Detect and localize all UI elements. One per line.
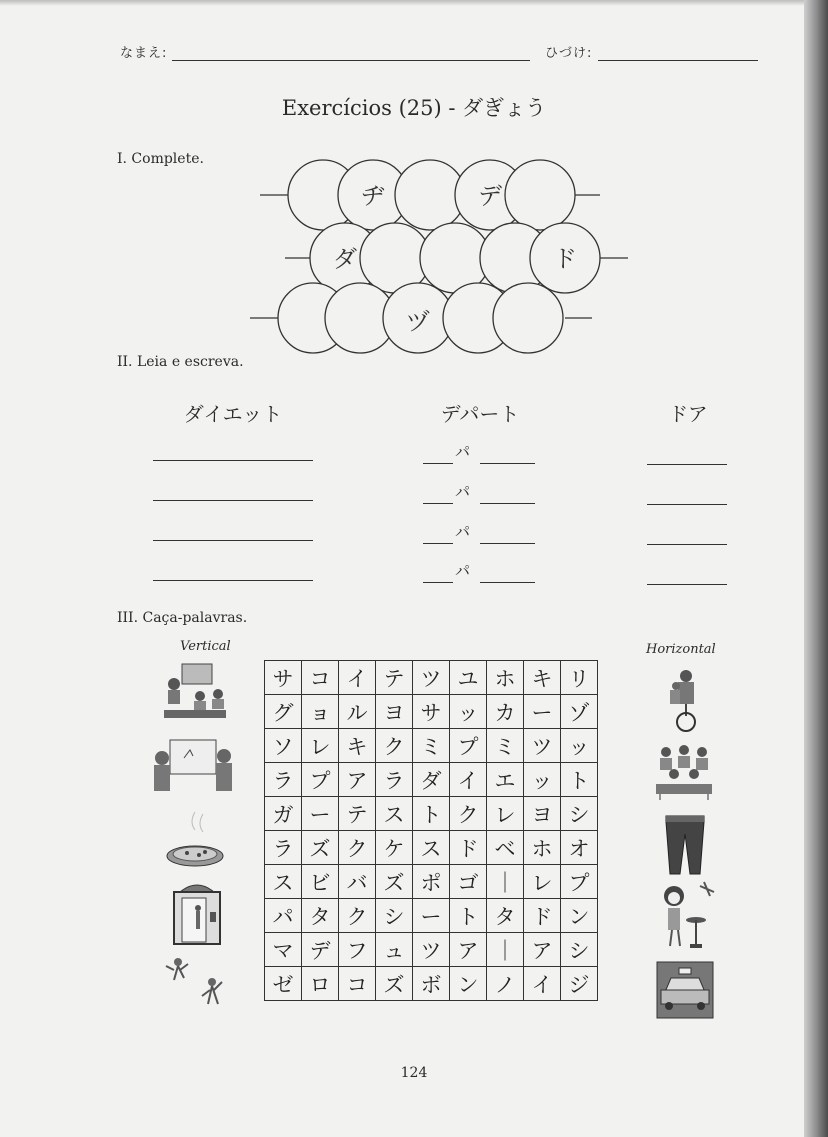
name-label: なまえ: [120,46,168,61]
grid-cell[interactable]: デ [302,933,339,967]
grid-cell[interactable]: パ [265,899,302,933]
grid-cell[interactable]: グ [265,695,302,729]
write-line-depaato-3a [423,543,453,544]
grid-cell[interactable]: ボ [413,967,450,1001]
circle-kana-da: ダ [333,245,357,273]
hint-pa-2: パ [455,483,471,501]
taxi-picture [655,960,715,1020]
pants-picture [660,812,710,876]
write-line-diet-2 [153,500,313,501]
students-desks-picture [652,740,716,802]
grid-cell[interactable]: ジ [561,967,598,1001]
grid-cell[interactable]: ア [450,933,487,967]
grid-cell[interactable]: カ [487,695,524,729]
grid-cell[interactable]: ズ [376,967,413,1001]
grid-cell[interactable]: ズ [376,865,413,899]
grid-cell[interactable]: サ [413,695,450,729]
grid-cell[interactable]: ゾ [561,695,598,729]
grid-cell[interactable]: ラ [376,763,413,797]
write-line-diet-4 [153,580,313,581]
grid-cell[interactable]: エ [487,763,524,797]
section2-label: II. Leia e escreva. [117,354,244,370]
grid-cell[interactable]: コ [339,967,376,1001]
circle-kana-do: ド [553,245,577,273]
grid-cell[interactable]: ガ [265,797,302,831]
grid-cell[interactable]: ポ [413,865,450,899]
grid-cell[interactable]: ス [376,797,413,831]
grid-cell[interactable]: ツ [413,661,450,695]
grid-cell[interactable]: ク [339,831,376,865]
grid-cell[interactable]: ゴ [450,865,487,899]
grid-cell[interactable]: ヨ [376,695,413,729]
grid-cell[interactable]: マ [265,933,302,967]
circle-kana-ji: ヂ [361,182,385,210]
grid-cell[interactable]: ト [561,763,598,797]
grid-cell[interactable]: ッ [450,695,487,729]
grid-cell[interactable]: イ [450,763,487,797]
grid-row [265,661,598,695]
section3-label: III. Caça-palavras. [117,610,248,626]
grid-cell[interactable]: ダ [413,763,450,797]
grid-cell[interactable]: ホ [524,831,561,865]
grid-cell[interactable]: テ [339,797,376,831]
grid-cell[interactable]: タ [487,899,524,933]
grid-cell[interactable]: ョ [302,695,339,729]
teachers-board-picture [148,736,238,796]
grid-cell[interactable]: ズ [302,831,339,865]
write-line-diet-1 [153,460,313,461]
grid-cell[interactable]: オ [561,831,598,865]
hint-pa-3: パ [455,523,471,541]
grid-cell[interactable]: ゼ [265,967,302,1001]
write-line-depaato-2b [480,503,535,504]
section1-label: I. Complete. [117,151,204,167]
grid-cell[interactable]: ー [302,797,339,831]
write-line-doa-2 [647,504,727,505]
grid-row [265,695,598,729]
grid-cell[interactable]: ス [265,865,302,899]
grid-cell[interactable]: ー [413,899,450,933]
grid-cell[interactable]: ツ [524,729,561,763]
grid-cell[interactable]: ー [524,695,561,729]
grid-cell[interactable]: キ [339,729,376,763]
grid-row [265,831,598,865]
grid-cell[interactable]: ク [376,729,413,763]
grid-cell[interactable]: ラ [265,831,302,865]
grid-cell[interactable]: シ [376,899,413,933]
grid-cell[interactable]: ノ [487,967,524,1001]
grid-cell[interactable]: ッ [561,729,598,763]
grid-row [265,865,598,899]
grid-cell[interactable]: ト [413,797,450,831]
grid-cell[interactable]: ラ [265,763,302,797]
grid-row [265,763,598,797]
write-line-doa-1 [647,464,727,465]
vertical-label: Vertical [180,639,231,654]
grid-row [265,899,598,933]
grid-cell[interactable]: ソ [265,729,302,763]
grid-cell[interactable]: ヨ [524,797,561,831]
dancers-picture [162,952,232,1014]
grid-cell[interactable]: プ [302,763,339,797]
grid-cell[interactable]: ロ [302,967,339,1001]
grid-cell[interactable]: タ [302,899,339,933]
word-depaato: デパート [440,402,520,426]
grid-row [265,729,598,763]
grid-cell[interactable]: プ [450,729,487,763]
grid-row [265,933,598,967]
word-doa: ドア [668,402,708,426]
grid-cell[interactable]: ア [339,763,376,797]
grid-cell[interactable]: プ [561,865,598,899]
classroom-picture [160,660,230,726]
grid-cell[interactable]: ｜ [487,865,524,899]
grid-cell[interactable]: ッ [524,763,561,797]
pizza-picture [163,808,227,870]
name-blank [172,60,530,61]
circle-r1-5 [505,160,575,230]
grid-row [265,797,598,831]
grid-cell[interactable]: ル [339,695,376,729]
write-line-doa-4 [647,584,727,585]
grid-row [265,967,598,1001]
unicycle-picture [658,668,714,734]
word-search-grid [264,660,598,1001]
circle-r3-5 [493,283,563,353]
grid-cell[interactable]: レ [487,797,524,831]
circle-kana-zu: ヅ [406,308,430,336]
grid-cell[interactable]: ン [450,967,487,1001]
grid-cell[interactable]: バ [339,865,376,899]
elevator-picture [168,878,226,946]
circle-kana-de: デ [478,182,502,210]
word-diet: ダイエット [183,402,283,426]
grid-cell[interactable]: ビ [302,865,339,899]
grid-cell[interactable]: ュ [376,933,413,967]
grid-cell[interactable]: リ [561,661,598,695]
grid-cell[interactable]: ド [524,899,561,933]
grid-cell[interactable]: ト [450,899,487,933]
grid-cell[interactable]: ド [450,831,487,865]
hint-pa-4: パ [455,562,471,580]
date-blank [598,60,758,61]
grid-cell[interactable]: ｜ [487,933,524,967]
grid-cell[interactable]: ク [339,899,376,933]
grid-cell[interactable]: ア [524,933,561,967]
grid-cell[interactable]: ユ [450,661,487,695]
grid-cell[interactable]: ン [561,899,598,933]
grid-cell[interactable]: ケ [376,831,413,865]
grid-cell[interactable]: ス [413,831,450,865]
page-number: 124 [400,1065,428,1081]
grid-cell[interactable]: ク [450,797,487,831]
hint-pa-1: パ [455,443,471,461]
grid-cell[interactable]: シ [561,933,598,967]
grid-cell[interactable]: ベ [487,831,524,865]
horizontal-label: Horizontal [646,642,716,657]
write-line-depaato-4b [480,582,535,583]
grid-cell[interactable]: ツ [413,933,450,967]
grid-cell[interactable]: ミ [487,729,524,763]
write-line-diet-3 [153,540,313,541]
write-line-depaato-1a [423,463,453,464]
page-edge-top [0,0,828,6]
grid-cell[interactable]: キ [524,661,561,695]
grid-cell[interactable]: テ [376,661,413,695]
write-line-depaato-1b [480,463,535,464]
page-edge-right [804,0,828,1137]
grid-cell[interactable]: フ [339,933,376,967]
write-line-doa-3 [647,544,727,545]
write-line-depaato-3b [480,543,535,544]
date-label: ひづけ: [545,46,593,61]
grid-cell[interactable]: イ [524,967,561,1001]
grid-cell[interactable]: サ [265,661,302,695]
grid-cell[interactable]: イ [339,661,376,695]
page-title: Exercícios (25) - ダぎょう [281,96,547,120]
grid-cell[interactable]: ミ [413,729,450,763]
girl-table-picture [652,880,718,952]
grid-cell[interactable]: レ [524,865,561,899]
circle-chain [240,150,640,370]
grid-cell[interactable]: ホ [487,661,524,695]
grid-cell[interactable]: コ [302,661,339,695]
grid-cell[interactable]: シ [561,797,598,831]
write-line-depaato-2a [423,503,453,504]
grid-cell[interactable]: レ [302,729,339,763]
write-line-depaato-4a [423,582,453,583]
